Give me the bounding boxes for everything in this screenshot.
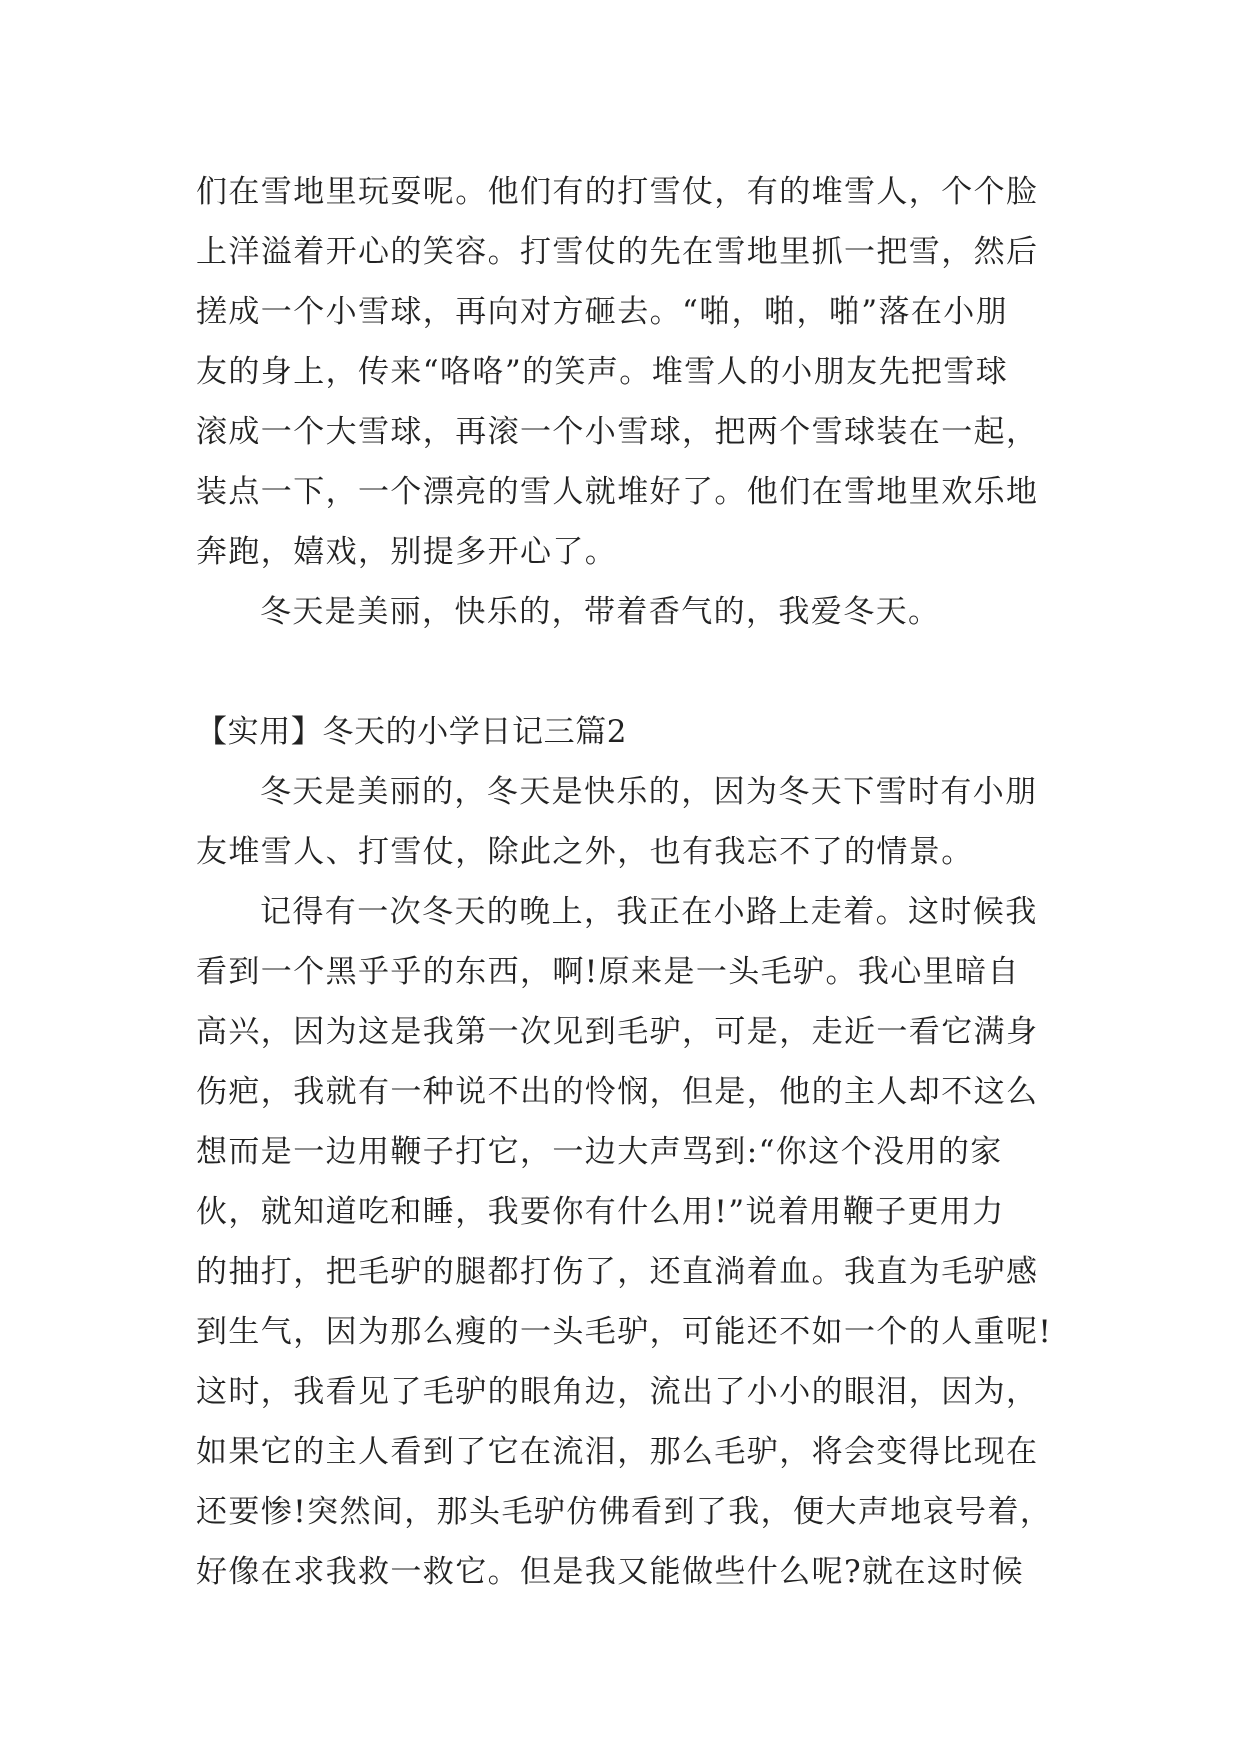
body-text-line: 装点一下，一个漂亮的雪人就堆好了。他们在雪地里欢乐地 — [196, 474, 1039, 510]
body-text-line: 搓成一个小雪球，再向对方砸去。“啪，啪，啪”落在小朋 — [196, 294, 1009, 330]
body-text-line: 友堆雪人、打雪仗，除此之外，也有我忘不了的情景。 — [196, 834, 974, 870]
body-text-line: 友的身上，传来“咯咯”的笑声。堆雪人的小朋友先把雪球 — [196, 354, 1009, 390]
body-text-line: 高兴，因为这是我第一次见到毛驴，可是，走近一看它满身 — [196, 1014, 1039, 1050]
section-heading: 【实用】冬天的小学日记三篇2 — [196, 714, 628, 750]
body-text-line: 到生气，因为那么瘦的一头毛驴，可能还不如一个的人重呢! — [196, 1314, 1053, 1350]
paragraph-first-line: 冬天是美丽的，冬天是快乐的，因为冬天下雪时有小朋 — [260, 774, 1038, 810]
body-text-line: 伤疤，我就有一种说不出的怜悯，但是，他的主人却不这么 — [196, 1074, 1039, 1110]
section-spacer — [196, 642, 1076, 702]
body-text-line: 想而是一边用鞭子打它，一边大声骂到:“你这个没用的家 — [196, 1134, 1003, 1170]
body-text-line: 滚成一个大雪球，再滚一个小雪球，把两个雪球装在一起， — [196, 414, 1039, 450]
body-text-line: 看到一个黑乎乎的东西，啊!原来是一头毛驴。我心里暗自 — [196, 954, 1020, 990]
paragraph-first-line: 记得有一次冬天的晚上，我正在小路上走着。这时候我 — [260, 894, 1038, 930]
body-text-line: 如果它的主人看到了它在流泪，那么毛驴，将会变得比现在 — [196, 1434, 1039, 1470]
body-text-line: 好像在求我救一救它。但是我又能做些什么呢?就在这时候 — [196, 1554, 1025, 1590]
body-text-line: 伙，就知道吃和睡，我要你有什么用!”说着用鞭子更用力 — [196, 1194, 1005, 1230]
closing-sentence: 冬天是美丽，快乐的，带着香气的，我爱冬天。 — [260, 594, 941, 630]
body-text-line: 还要惨!突然间，那头毛驴仿佛看到了我，便大声地哀号着， — [196, 1494, 1053, 1530]
body-text-line: 们在雪地里玩耍呢。他们有的打雪仗，有的堆雪人，个个脸 — [196, 174, 1039, 210]
body-text-line: 上洋溢着开心的笑容。打雪仗的先在雪地里抓一把雪，然后 — [196, 234, 1039, 270]
document-body — [196, 162, 1076, 1602]
body-text-line: 奔跑，嬉戏，别提多开心了。 — [196, 534, 618, 570]
body-text-line: 的抽打，把毛驴的腿都打伤了，还直淌着血。我直为毛驴感 — [196, 1254, 1039, 1290]
body-text-line: 这时，我看见了毛驴的眼角边，流出了小小的眼泪，因为， — [196, 1374, 1039, 1410]
